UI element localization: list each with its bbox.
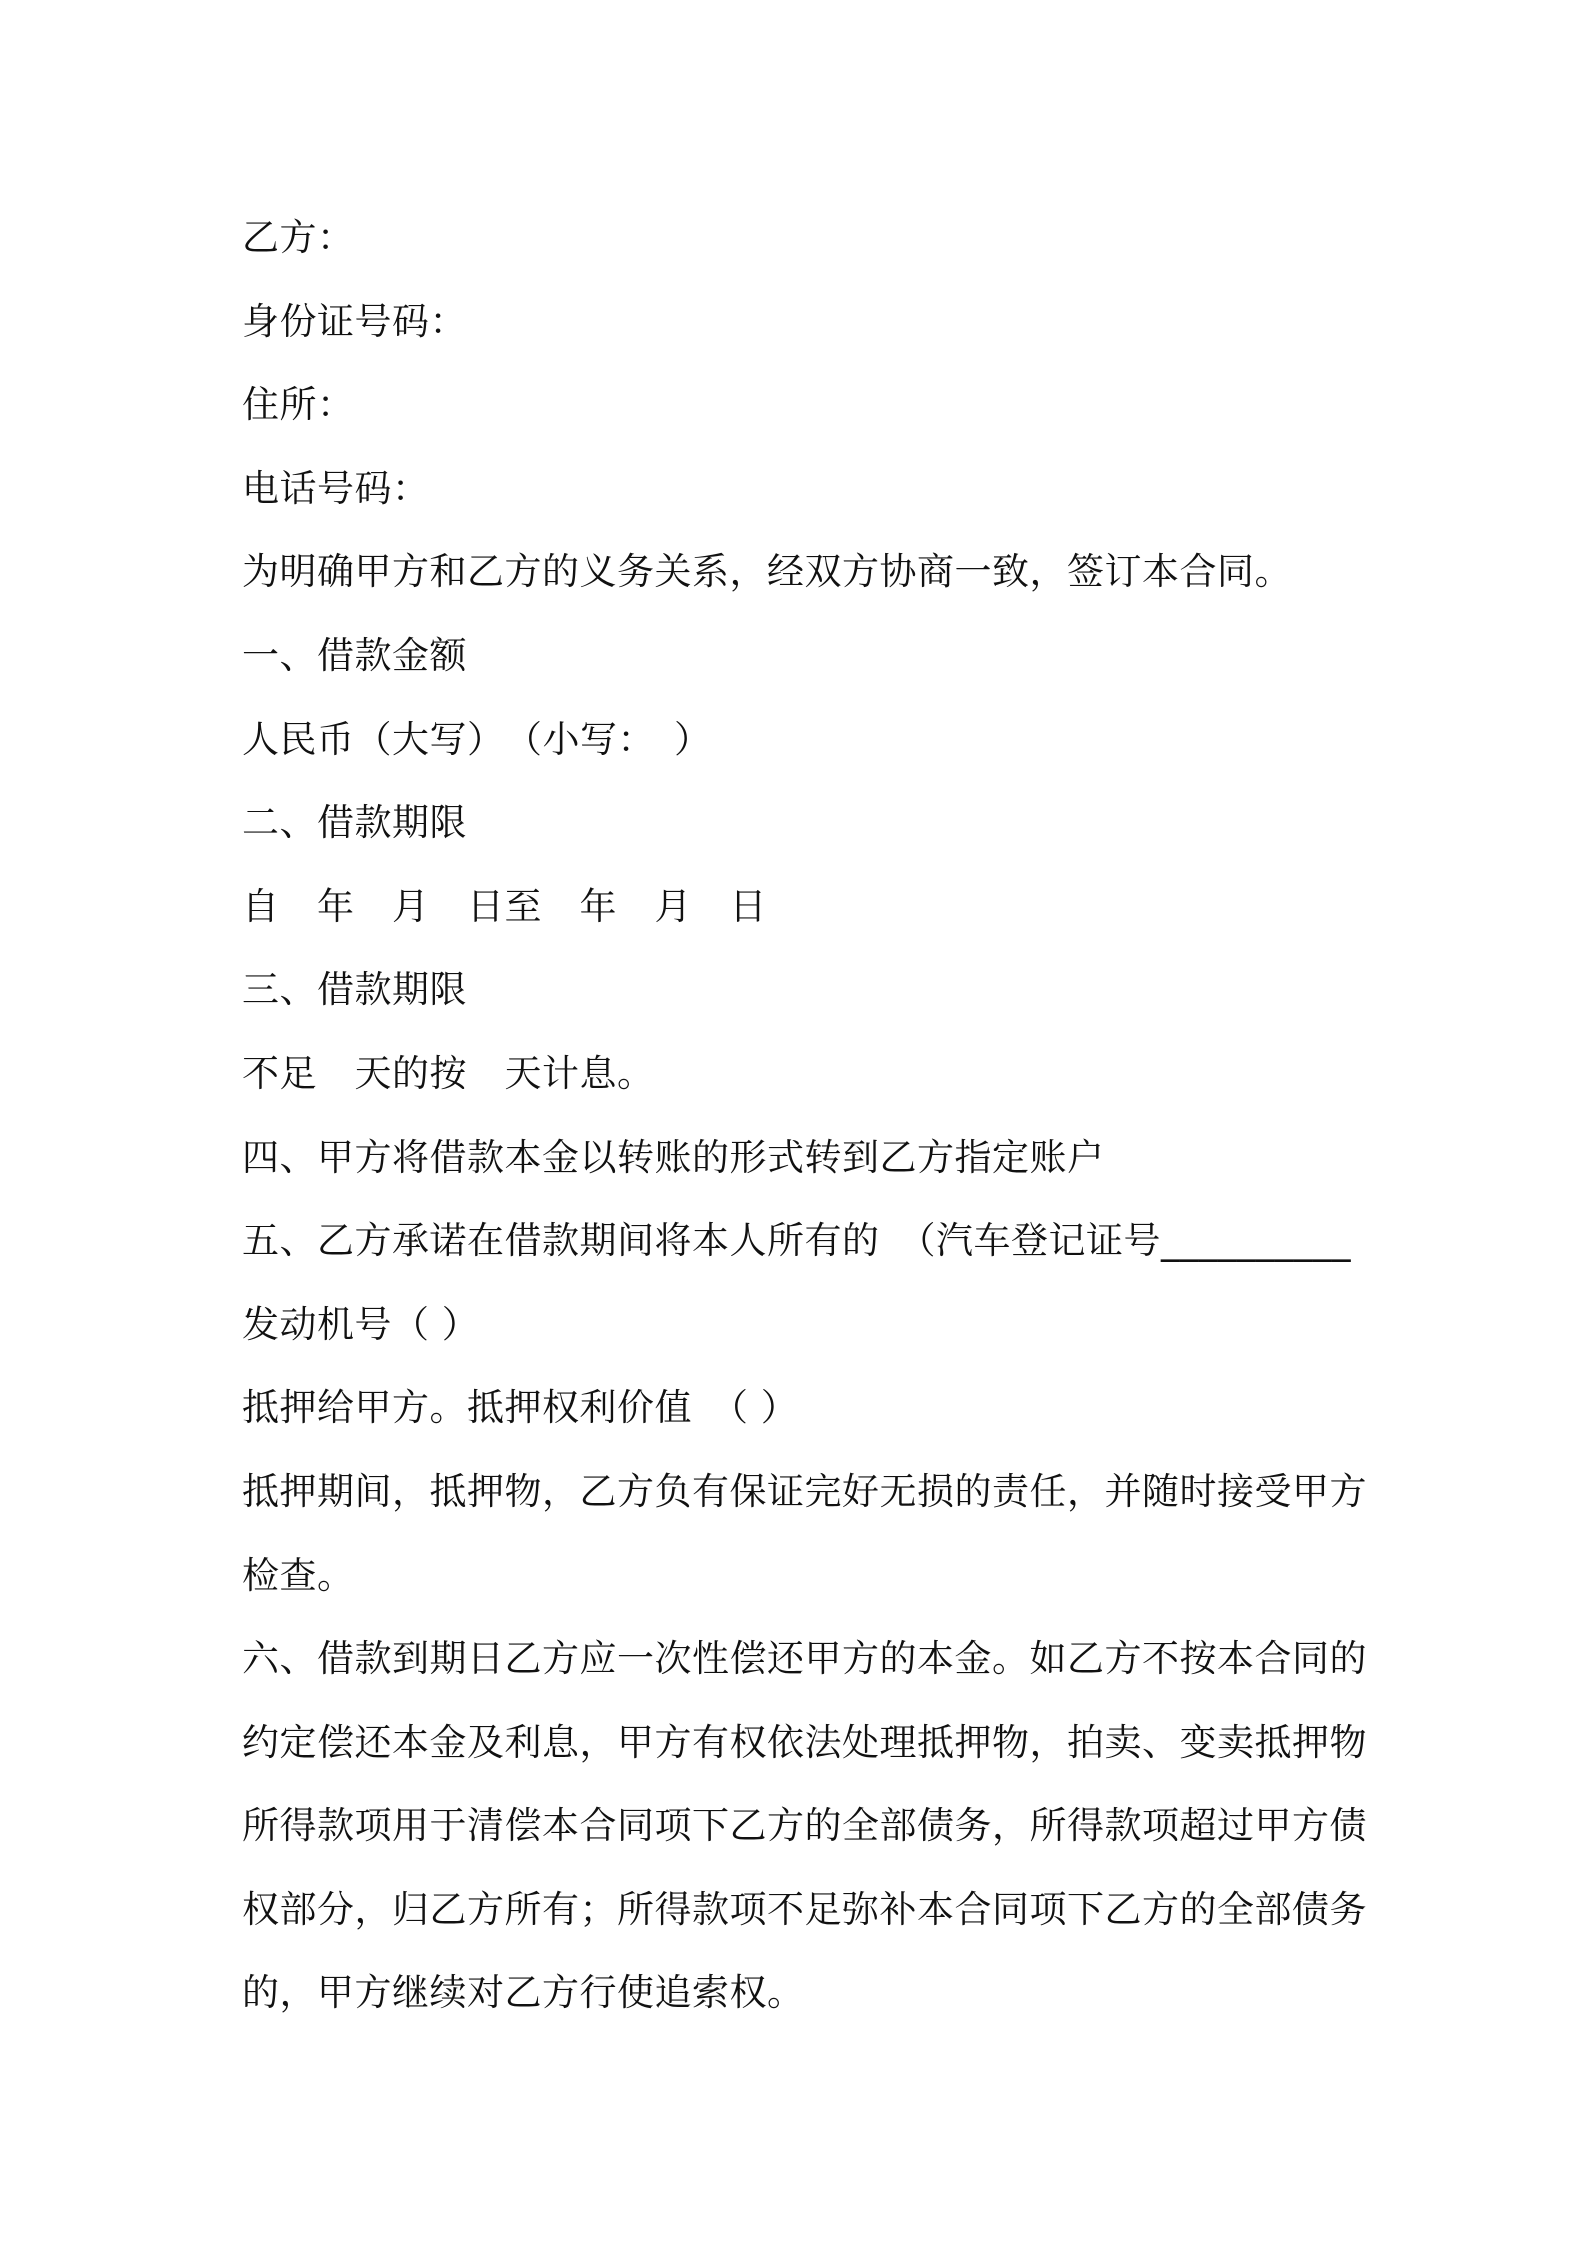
section-5-text: 五、乙方承诺在借款期间将本人所有的 （汽车登记证号__________ [242,1219,1351,1263]
party-b-label: 乙方： [242,216,355,259]
mortgage-duty-text-line-1: 抵押期间，抵押物，乙方负有保证完好无损的责任，并随时接受甲方 [242,1469,1367,1513]
document-body [242,196,1367,2035]
section-2-heading: 二、借款期限 [242,801,467,845]
mortgage-value-text: 抵押给甲方。抵押权利价值 （ ） [242,1386,799,1430]
section-6-text-line-4: 权部分，归乙方所有；所得款项不足弥补本合同项下乙方的全部债务 [242,1887,1367,1931]
loan-amount-text: 人民币（大写） （小写： ） [242,717,712,761]
interest-days-text: 不足 天的按 天计息。 [242,1051,655,1095]
id-number-label: 身份证号码： [242,299,467,343]
section-6-text-line-3: 所得款项用于清偿本合同项下乙方的全部债务，所得款项超过甲方债 [242,1804,1367,1848]
address-label: 住所： [242,383,355,427]
preamble-text: 为明确甲方和乙方的义务关系，经双方协商一致，签订本合同。 [242,550,1292,594]
engine-number-text: 发动机号（ ） [242,1302,480,1346]
section-1-heading: 一、借款金额 [242,633,467,677]
section-4-text: 四、甲方将借款本金以转账的形式转到乙方指定账户 [242,1135,1105,1179]
section-6-text-line-1: 六、借款到期日乙方应一次性偿还甲方的本金。如乙方不按本合同的 [242,1637,1367,1681]
section-6-text-line-5: 的，甲方继续对乙方行使追索权。 [242,1971,805,2015]
phone-label: 电话号码： [242,466,430,510]
loan-term-text: 自 年 月 日至 年 月 日 [242,884,767,928]
section-6-text-line-2: 约定偿还本金及利息，甲方有权依法处理抵押物，拍卖、变卖抵押物 [242,1720,1367,1764]
section-3-heading: 三、借款期限 [242,968,467,1012]
mortgage-duty-text-line-2: 检查。 [242,1553,355,1597]
